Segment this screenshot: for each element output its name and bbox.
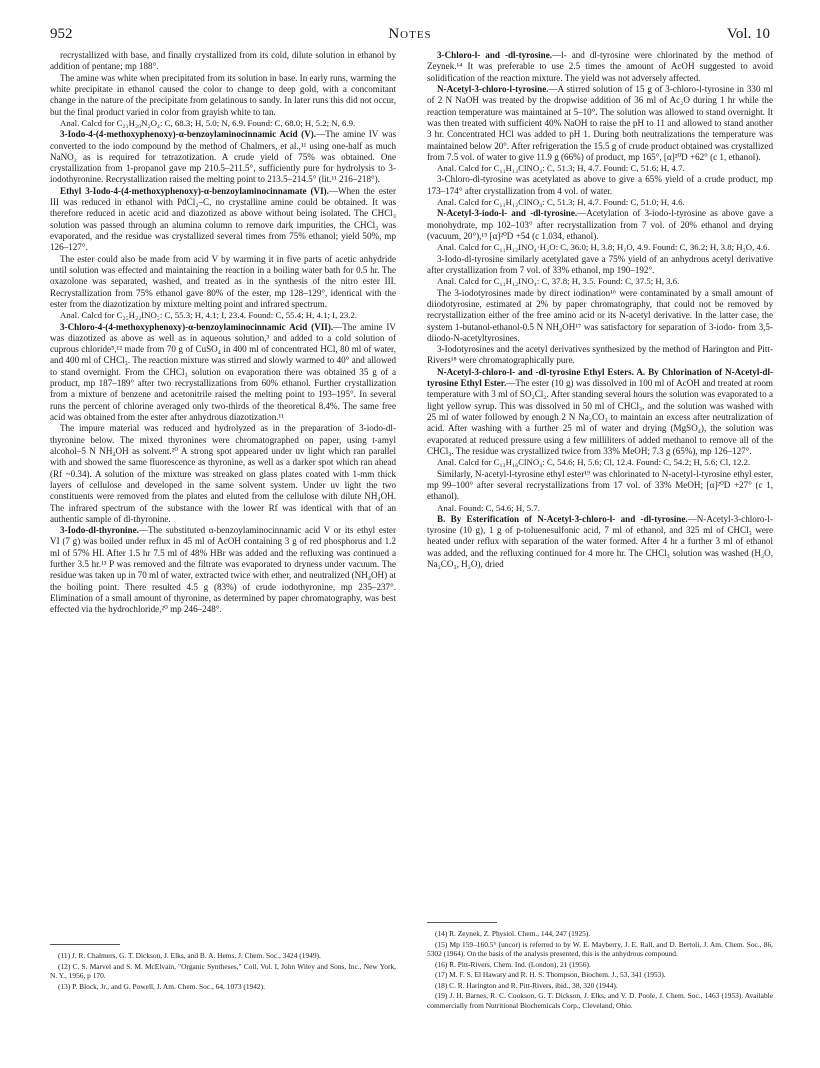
paragraph-text: —A stirred solution of 15 g of 3-chloro-l-tyrosine in 330 ml of 2 N NaOH was treated by the dropwise addition of 36 ml of Ac₂O during 1 hr while the reaction temperature was maintained at 5–10°. The solution was allowed to stand overnight. It was then treated with sufficient 40% NaOH to raise the pH to 11 and allowed to stand another 3 hr. Concentrated HCl was added to pH 1. During both neutralizations the temperature was maintained below 20°. After refrigeration the 15.5 g of crude product obtained was crystallized from 7.5 vol. of water to give 11.9 g (66%) of product, mp 165°, [α]²⁰D +62° (c 1, ethanol). [427, 83, 773, 162]
body-paragraph [50, 73, 396, 118]
compound-heading: 3-Chloro-4-(4-methoxyphenoxy)-α-benzoylaminocinnamic Acid (VII). [60, 321, 334, 332]
section-paragraph [50, 525, 396, 616]
paragraph-text: —The substituted α-benzoylaminocinnamic acid V or its ethyl ester VI (7 g) was boiled under reflux in 45 ml of AcOH containing 3 g of red phosphorus and 1.2 ml of 57% HI. After 1.5 hr 7.5 ml of 48% HBr was added and the refluxing was continued a further 3.5 hr.¹³ P was removed and the filtrate was evaporated to dryness under vacuum. The residue was taken up in 70 ml of water, extracted twice with ether, and neutralized (NH₄OH) at the boiling point. There resulted 4.5 g (83%) of crude iodothyronine, mp 235–237°. Elimination of a small amount of thyronine, as determined by paper chromatography, was best effected via the hydrochloride,²⁰ mp 246–248°. [50, 525, 396, 615]
section-paragraph [427, 367, 773, 458]
compound-heading: N-Acetyl-3-iodo-l- and -dl-tyrosine. [437, 208, 578, 219]
analysis-line [427, 242, 773, 253]
right-footnotes [427, 922, 773, 1011]
section-paragraph [427, 84, 773, 163]
section-paragraph [427, 514, 773, 571]
paragraph-text: Similarly, N-acetyl-l-tyrosine ethyl ester¹⁹ was chlorinated to N-acetyl-l-tyrosine ethyl ester, mp 99–100° after several recrystallizations from 17 vol. of 33% MeOH; [α]²⁰D +27° (c 1, ethanol). [427, 468, 773, 502]
compound-heading: N-Acetyl-3-chloro-l-tyrosine. [437, 83, 549, 94]
footnote: (19) J. H. Barnes, R. C. Cookson, G. T. Dickson, J. Elks, and V. D. Poole, J. Chem. Soc., 1463 (1953). Available commercially from Nutritional Biochemicals Corp., Cleveland, Ohio. [427, 991, 773, 1010]
section-paragraph [50, 129, 396, 186]
footnote-rule [427, 922, 497, 923]
compound-heading: 3-Iodo-dl-thyronine. [60, 525, 139, 536]
body-paragraph [50, 254, 396, 311]
compound-heading: Ethyl 3-Iodo-4-(4-methoxyphenoxy)-α-benzoylaminocinnamate (VI). [60, 185, 329, 196]
paragraph-text: 3-Iodotyrosines and the acetyl derivatives synthesized by the method of Harington and Pitt-Rivers¹⁸ were chromatographically pure. [427, 344, 773, 366]
body-paragraph [427, 174, 773, 197]
analysis-line [427, 503, 773, 514]
paragraph-text: —The ester (10 g) was dissolved in 100 ml of AcOH and treated at room temperature with 3 ml of SO₂Cl₂. After standing several hours the solution was evaporated to a light yellow syrup. This was dissolved in 50 ml of CHCl₃, and the solution was washed with 25 ml of water followed by enough 2 N Na₂CO₃ to maintain an excess after neutralization of acid. After washing with a further 25 ml of water and drying (MgSO₄), the solution was evaporated at reduced pressure using a few milliliters of added methanol to remove all of the CHCl₃. The residue was crystallized twice from 33% MeOH; 7.3 g (65%), mp 126–127°. [427, 378, 773, 456]
analysis-line [427, 197, 773, 208]
paragraph-text: 3-Chloro-dl-tyrosine was acetylated as above to give a 65% yield of a crude product, mp 173–174° after crystallization from 4 vol. of water. [427, 174, 773, 196]
section-paragraph [427, 208, 773, 242]
paragraph-text: —Acetylation of 3-iodo-l-tyrosine as above gave a monohydrate, mp 102–103° after recrystallization from 7 vol. of 20% ethanol and drying (vacuum, 20°),¹⁵ [α]²⁰D +54 (c 1.034, ethanol). [427, 208, 773, 241]
paragraph-text: Anal. Calcd for C₂₅H₂₂INO₅: C, 55.3; H, 4.1; I, 23.4. Found: C, 55.4; H, 4.1; I, 23.2. [60, 310, 358, 321]
footnote: (18) C. R. Harington and R. Pitt-Rivers, ibid., 38, 320 (1944). [435, 980, 618, 990]
compound-heading: N-Acetyl-3-chloro-l- and -dl-tyrosine Ethyl Esters. A. By Chlorination of N-Acetyl-dl-tyrosine Ethyl Ester. [427, 366, 773, 389]
paragraph-text: The impure material was reduced and hydrolyzed as in the preparation of 3-iodo-dl-thyronine below. The mixed thyronines were chromatographed on paper, using t-amyl alcohol–5 N NH₄OH as solvent.²⁰ A strong spot appeared under uv light which ran parallel with and showed the same fluorescence as thyronine, as well as a darker spot which ran ahead (Rf ~0.34). A solution of the mixture was streaked on glass plates coated with 1-mm thick layers of cellulose and developed in the same solvent system. Under uv light the two constituents were removed from the plates and eluted from the cellulose with dilute NH₄OH. The infrared spectrum of the substance with the lower Rf was identical with that of an authentic sample of dl-thyronine. [50, 423, 396, 524]
footnote: (11) J. R. Chalmers, G. T. Dickson, J. Elks, and B. A. Hems, J. Chem. Soc., 3424 (1949). [58, 951, 321, 960]
section-paragraph [427, 50, 773, 84]
analysis-line [427, 276, 773, 287]
journal-section-title: Notes [388, 26, 432, 42]
paragraph-text: —N-Acetyl-3-chloro-l-tyrosine (10 g), 1 g of p-toluenesulfonic acid, 7 ml of ethanol, and 325 ml of CHCl₃ were heated under reflux with separation of the water formed. After 4 hr a further 3 ml of ethanol was added, and the refluxing continued for 4 more hr. The CHCl₃ solution was washed (H₂O, Na₂CO₃, H₂O), dried [427, 513, 773, 570]
paragraph-text: The amine was white when precipitated from its solution in base. In early runs, warming the white precipitate in ethanol caused the color to change to deep gold, with a concomitant change in the nature of the precipitate from gelatinous to sandy. In later runs this did not occur, but the final product varied in color from grayish white to tan. [50, 72, 396, 117]
section-paragraph [50, 186, 396, 254]
footnote-rule [50, 944, 120, 945]
paragraph-text: Anal. Calcd for C₁₃H₁₆ClNO₄: C, 54.6; H, 5.6; Cl, 12.4. Found: C, 54.2; H, 5.6; Cl, 12.2. [437, 457, 751, 468]
body-paragraph [427, 254, 773, 277]
paragraph-text: —When the ester III was reduced in ethanol with PdCl₂–C, no crystalline amine could be obtained. It was therefore reduced in acetic acid and diazotized as above without being isolated. The CHCl₃ solution was passed through an alumina column to remove dark impurities, the CHCl₃ was evaporated, and the residue was crystallized several times from 75% ethanol; yield 50%, mp 126–127°. [50, 185, 396, 253]
section-paragraph [50, 322, 396, 424]
footnote: (17) M. F. S. El Hawary and R. H. S. Thompson, Biochem. J., 53, 341 (1953). [435, 970, 666, 979]
compound-heading: 3-Iodo-4-(4-methoxyphenoxy)-α-benzoylaminocinnamic Acid (V). [60, 129, 317, 140]
paragraph-text: —The amine IV was diazotized as above as well as in aqueous solution,³ and added to a cold solution of cuprous chloride⁵,¹² made from 70 g of CuSO₄ in 400 ml of concentrated HCl, 80 ml of water, and 400 ml of CHCl₃. The reaction mixture was stirred and slowly warmed to 40° and allowed to stand overnight. From the CHCl₃ solution on evaporation there was obtained 35 g of a product, mp 187–189° after two recrystallizations from 60% ethanol. Further crystallization from a mixture of benzene and acetonitrile raised the melting point to 193–195°. In several runs the percent of chlorine averaged only two-thirds of the theoretical 8.4%. The same free acid was obtained from the ester after anhydrous diazotization.¹¹ [50, 321, 396, 422]
paragraph-text: —l- and dl-tyrosine were chlorinated by the method of Zeynek.¹⁴ It was preferable to use 2.5 times the amount of AcOH suggested to avoid solidification of the reaction mixture. The yield was not adversely affected. [427, 50, 773, 83]
paragraph-text: Anal. Calcd for C₁₁H₁₂ClNO₄: C, 51.3; H, 4.7. Found: C, 51.6; H, 4.7. [437, 163, 685, 174]
footnote: (15) Mp 159–160.5° (uncor) is referred to by W. E. Mayberry, J. E. Rall, and D. Bertoli, J. Am. Chem. Soc., 86, 5302 (1964). On the basis of the analysis presented, this is the anhydrous compound. [427, 939, 773, 958]
page-header [50, 26, 770, 46]
footnote: (13) P. Block, Jr., and G. Powell, J. Am. Chem. Soc., 64, 1073 (1942). [58, 981, 265, 991]
paragraph-text: The ester could also be made from acid V by warming it in five parts of acetic anhydride until solution was effected and maintaining the reaction in a boiling water bath for 0.5 hr. The oxazolone was separated, washed, and treated as in the synthesis of the nitro ester III. Recrystallization from 75% ethanol gave 80% of the ester, mp 128–129°, identical with the ester from the diazotization by mixture melting point and infrared spectrum. [50, 253, 396, 309]
page-number: 952 [50, 26, 73, 42]
footnote: (14) R. Zeynek, Z. Physiol. Chem., 144, 247 (1925). [435, 929, 591, 938]
paragraph-text: 3-Iodo-dl-tyrosine similarly acetylated gave a 75% yield of an anhydrous acetyl derivative after crystallization from 7 vol. of 33% ethanol, mp 190–192°. [427, 253, 773, 275]
paragraph-text: The 3-iodotyrosines made by direct iodination¹⁶ were contaminated by a small amount of diiodotyrosine, estimated at 2% by paper chromatography, that could not be removed by recrystallization either of the free amino acid or its N-acetyl derivative. In the latter case, the system 1-butanol-ethanol-0.5 N NH₄OH¹⁷ was satisfactory for separation of 3-iodo- from 3,5-diiodo-N-acetyltyrosines. [427, 287, 773, 343]
body-paragraph [50, 50, 396, 73]
paragraph-text: Anal. Calcd for C₁₁H₁₂INO₄: C, 37.8; H, 3.5. Found: C, 37.5; H, 3.6. [437, 276, 680, 287]
body-paragraph [427, 469, 773, 503]
left-text-column [50, 50, 396, 616]
paragraph-text: —The amine IV was converted to the iodo compound by the method of Chalmers, et al.,¹¹ using one-half as much NaNO₂ as is required for tetrazotization. A crude yield of 75% was obtained. One crystallization from 1-propanol gave mp 210.5–211.5°, sufficiently pure for hydrolysis to 3-iodothyronine. Recrystallization raised the melting point to 213.5–214.5° (lit.¹¹ 216–218°). [50, 129, 396, 185]
footnote: (12) C. S. Marvel and S. M. McElvain, "Organic Syntheses," Coll. Vol. I, John Wiley and Sons, Inc., New York, N. Y., 1956, p 170. [50, 961, 396, 980]
left-footnotes [50, 944, 396, 992]
body-paragraph [427, 344, 773, 367]
footnote: (16) R. Pitt-Rivers, Chem. Ind. (London), 21 (1956). [435, 959, 591, 969]
paragraph-text: recrystallized with base, and finally crystallized from its cold, dilute solution in ethanol by addition of pentane; mp 188°. [50, 50, 396, 72]
paragraph-text: Anal. Calcd for C₂₁H₂₀N₂O₄: C, 68.3; H, 5.0; N, 6.9. Found: C, 68.0; H, 5.2; N, 6.9. [60, 117, 356, 128]
analysis-line [427, 163, 773, 174]
body-paragraph [50, 423, 396, 525]
volume-label: Vol. 10 [726, 26, 770, 42]
analysis-line [50, 118, 396, 129]
paragraph-text: Anal. Calcd for C₁₁H₁₂INO₄·H₂O: C, 36.0; H, 3.8; H₂O, 4.9. Found: C, 36.2; H, 3.8; H₂O, 4.6. [437, 242, 770, 253]
right-text-column [427, 50, 773, 570]
compound-heading: 3-Chloro-l- and -dl-tyrosine. [437, 50, 553, 60]
paragraph-text: Anal. Calcd for C₁₁H₁₂ClNO₄: C, 51.3; H, 4.7. Found: C, 51.0; H, 4.6. [437, 197, 685, 208]
analysis-line [50, 310, 396, 321]
analysis-line [427, 457, 773, 468]
body-paragraph [427, 288, 773, 345]
paragraph-text: Anal. Found: C, 54.6; H, 5.7. [437, 502, 540, 513]
compound-heading: B. By Esterification of N-Acetyl-3-chloro-l- and -dl-tyrosine. [437, 513, 688, 524]
